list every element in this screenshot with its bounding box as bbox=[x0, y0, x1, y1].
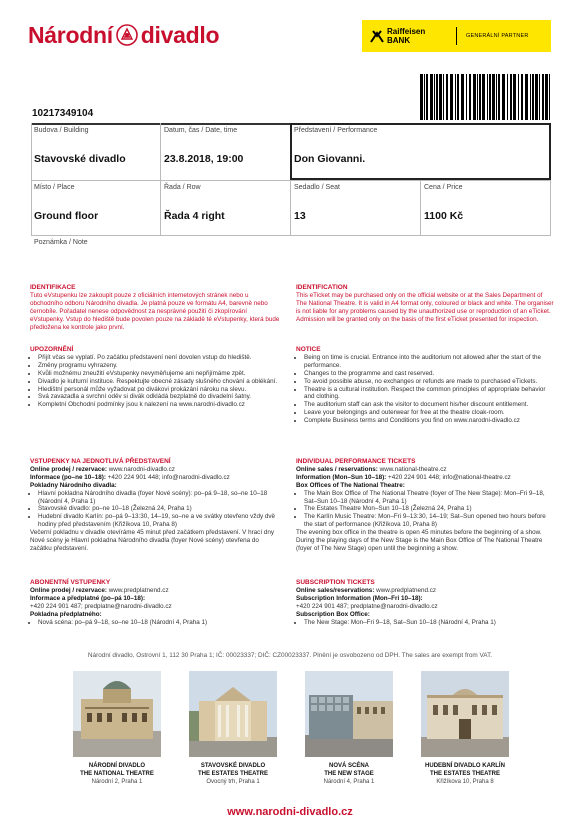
building-value: Stavovské divadlo bbox=[34, 153, 126, 165]
website-link[interactable]: www.narodni-divadlo.cz bbox=[227, 806, 353, 818]
sponsor-divider bbox=[456, 27, 457, 45]
individual-online-link[interactable]: www.national-theatre.cz bbox=[379, 465, 447, 473]
individual-title: INDIVIDUAL PERFORMANCE TICKETS bbox=[296, 458, 416, 465]
vstupenky-tail: Večerní pokladnu v divadle otevíráme 45 minut před začátkem představení. V hrací dny Nové scény je Hlavní pokladna Národního divadla (foyer Nové scény) otevřena do začátku představení. bbox=[30, 529, 274, 552]
subscription-list bbox=[296, 619, 554, 627]
building-cell bbox=[31, 123, 160, 180]
abonentni-list bbox=[30, 619, 280, 627]
brand-name-right: divadlo bbox=[140, 22, 220, 48]
brand-name-left: Národní bbox=[28, 22, 113, 48]
subscription-info-value: +420 224 901 487; predplatne@narodni-divadlo.cz bbox=[296, 602, 438, 610]
list-item: • Being on time is crucial. Entrance into the auditorium not allowed after the start of the performance. bbox=[304, 354, 554, 370]
ticket-number: 10217349104 bbox=[32, 108, 94, 119]
date-cell bbox=[161, 123, 290, 180]
identifikace-section bbox=[30, 284, 280, 331]
price-cell bbox=[421, 180, 550, 235]
list-item: • Nová scéna: po–pá 9–18, so–ne 10–18 (Národní 4, Praha 1) bbox=[38, 619, 280, 627]
list-item: • Hledištní personál může vyžadovat po divákovi prokázání nároku na slevu. bbox=[38, 386, 280, 394]
vstupenky-pokladny-label: Pokladny Národního divadla: bbox=[30, 481, 117, 489]
subscription-office-label: Subscription Box Office: bbox=[296, 610, 370, 618]
identification-section bbox=[296, 284, 554, 324]
list-item: • To avoid possible abuse, no exchanges or refunds are made to purchased eTickets. bbox=[304, 378, 554, 386]
upozorneni-section bbox=[30, 346, 280, 409]
price-label: Cena / Price bbox=[424, 184, 463, 191]
karlin-theatre-photo bbox=[421, 671, 509, 757]
venue-caption: STAVOVSKÉ DIVADLO THE ESTATES THEATRE Ovocný trh, Praha 1 bbox=[197, 763, 268, 785]
vstupenky-section bbox=[30, 458, 280, 553]
list-item: • Změny programu vyhrazeny. bbox=[38, 362, 280, 370]
identifikace-text: Tuto eVstupenku lze zakoupit pouze z oficiálních internetových stránek nebo u obchodního odboru Národního divadla. Je platná pouze ve formátu A4, barevně nebo černobíle. Pořadatel nenese odpovědnost za nesprávné použití či zkopírování eVstupenky. Vstup do hlediště bude povolen pouze na základě té eVstupenky, která bude předložena ke kontrole jako první. bbox=[30, 291, 280, 331]
vstupenky-info-value: +420 224 901 448; info@narodni-divadlo.cz bbox=[107, 473, 230, 481]
list-item: • The New Stage: Mon–Fri 9–18, Sat–Sun 10–18 (Národní 4, Praha 1) bbox=[304, 619, 554, 627]
vstupenky-online-link[interactable]: www.narodni-divadlo.cz bbox=[108, 465, 175, 473]
individual-online-label: Online sales / reservations: bbox=[296, 465, 378, 473]
individual-list bbox=[296, 490, 554, 530]
list-item: • Kompletní Obchodní podmínky jsou k nalezení na www.narodni-divadlo.cz bbox=[38, 401, 280, 409]
list-item: • The Estates Theatre Mon–Sun 10–18 (Železná 24, Praha 1) bbox=[304, 505, 554, 513]
list-item: • Leave your belongings and outerwear for free at the theatre cloak-room. bbox=[304, 409, 554, 417]
list-item: • Complete Business terms and Conditions you find on www.narodni-divadlo.cz bbox=[304, 417, 554, 425]
list-item: • Kvůli možnému zneužití eVstupenky nevyměňujeme ani nepřijímáme zpět. bbox=[38, 370, 280, 378]
place-value: Ground floor bbox=[34, 210, 99, 222]
vstupenky-info-label: Informace (po–ne 10–18): bbox=[30, 473, 106, 481]
new-stage-photo bbox=[305, 671, 393, 757]
list-item: • The auditorium staff can ask the visitor to document his/her discount entitlement. bbox=[304, 401, 554, 409]
list-item: • The Main Box Office of The National Theatre (foyer of The New Stage): Mon–Fri 9–18, Sat–Sun 10–18 (Národní 4, Praha 1) bbox=[304, 490, 554, 506]
individual-tail: The evening box office in the theatre is open 45 minutes before the beginning of a show. During the playing days of the New Stage is the Main Box Office of The National Theatre (foyer of The New Stage) open until the beginning a show. bbox=[296, 529, 543, 552]
sponsor-banner bbox=[362, 20, 551, 52]
date-value: 23.8.2018, 19:00 bbox=[164, 153, 244, 165]
subscription-online-link[interactable]: www.predplatnend.cz bbox=[376, 586, 437, 594]
individual-boxes-label: Box Offices of The National Theatre: bbox=[296, 481, 405, 489]
price-value: 1100 Kč bbox=[424, 210, 464, 222]
subscription-title: SUBSCRIPTION TICKETS bbox=[296, 579, 375, 586]
place-cell bbox=[31, 180, 160, 235]
company-info-line: Národní divadlo, Ostrovní 1, 112 30 Praha 1; IČ: 00023337; DIČ: CZ00023337. Plnění je osvobozeno od DPH. The sales are exempt from VAT. bbox=[87, 652, 493, 659]
list-item: • Theatre is a cultural institution. Respect the common principles of appropriate behavior and clothing. bbox=[304, 386, 554, 402]
list-item: • Přijít včas se vyplatí. Po začátku představení není dovolen vstup do hlediště. bbox=[38, 354, 280, 362]
list-item: • The Karlín Music Theatre: Mon–Fri 9–13:30, 14–19; Sat–Sun opened two hours before the start of performance (Křižíkova 10, Praha 8) bbox=[304, 513, 554, 529]
barcode bbox=[420, 74, 551, 120]
seat-cell bbox=[291, 180, 420, 235]
subscription-info-label: Subscription Information (Mon–Fri 10–18): bbox=[296, 594, 423, 602]
subscription-section bbox=[296, 579, 554, 626]
brand-logo bbox=[28, 22, 219, 49]
vstupenky-online-label: Online prodej / rezervace: bbox=[30, 465, 107, 473]
notice-title: NOTICE bbox=[296, 346, 321, 353]
vstupenky-title: VSTUPENKY NA JEDNOTLIVÁ PŘEDSTAVENÍ bbox=[30, 458, 171, 465]
crest-icon bbox=[116, 24, 138, 46]
sponsor-name: Raiffeisen BANK bbox=[387, 27, 426, 45]
abonentni-pokladna-label: Pokladna předplatného: bbox=[30, 610, 102, 618]
performance-cell bbox=[291, 123, 550, 180]
list-item: • Changes to the programme and cast reserved. bbox=[304, 370, 554, 378]
row-value: Řada 4 right bbox=[164, 210, 225, 222]
abonentni-info-label: Informace a předplatné (po–pá 10–18): bbox=[30, 594, 146, 602]
abonentni-section bbox=[30, 579, 280, 626]
abonentni-online-label: Online prodej / rezervace: bbox=[30, 586, 107, 594]
performance-label: Představení / Performance bbox=[294, 127, 378, 134]
estates-theatre-photo bbox=[189, 671, 277, 757]
notice-section bbox=[296, 346, 554, 425]
raiffeisen-gable-icon bbox=[370, 29, 384, 43]
list-item: • Hlavní pokladna Národního divadla (foyer Nové scény): po–pá 9–18, so–ne 10–18 (Národní 4, Praha 1) bbox=[38, 490, 280, 506]
subscription-online-label: Online sales/reservations: bbox=[296, 586, 375, 594]
individual-section bbox=[296, 458, 554, 553]
identifikace-title: IDENTIFIKACE bbox=[30, 284, 76, 291]
list-item: • Divadlo je kulturní instituce. Respektujte obecné zásady slušného chování a oblékání. bbox=[38, 378, 280, 386]
row-label: Řada / Row bbox=[164, 184, 201, 191]
vstupenky-list bbox=[30, 490, 280, 530]
individual-info-label: Information (Mon–Sun 10–18): bbox=[296, 473, 387, 481]
upozorneni-list bbox=[30, 354, 280, 409]
note-label: Poznámka / Note bbox=[34, 239, 88, 246]
abonentni-info-value: +420 224 901 487; predplatne@narodni-divadlo.cz bbox=[30, 602, 172, 610]
identification-title: IDENTIFICATION bbox=[296, 284, 348, 291]
venue-caption: NOVÁ SCÉNA THE NEW STAGE Národní 4, Praha 1 bbox=[323, 763, 375, 785]
performance-value: Don Giovanni. bbox=[294, 153, 366, 165]
individual-info-value: +420 224 901 448; info@national-theatre.cz bbox=[388, 473, 511, 481]
venue-caption: HUDEBNÍ DIVADLO KARLÍN THE ESTATES THEATRE Křižíkova 10, Praha 8 bbox=[425, 763, 505, 785]
abonentni-online-link[interactable]: www.predplatnend.cz bbox=[108, 586, 169, 594]
list-item: • Hudební divadlo Karlín: po–pá 9–13:30, 14–19, so–ne a ve svátky otevřeno vždy dvě hodiny před představením (Křižíkova 10, Praha 8) bbox=[38, 513, 280, 529]
upozorneni-title: UPOZORNĚNÍ bbox=[30, 346, 74, 353]
identification-text: This eTicket may be purchased only on the official website or at the Sales Department of The National Theatre. It is valid in A4 format only, coloured or black and white. The organiser is not liable for any problems caused by the unauthorized use or reproduction of an eTicket. Admission will be granted only on the basis of the first eTicket presented for inspection. bbox=[296, 291, 554, 323]
seat-label: Sedadlo / Seat bbox=[294, 184, 340, 191]
list-item: • Stavovské divadlo: po–ne 10–18 (Železná 24, Praha 1) bbox=[38, 505, 280, 513]
seat-value: 13 bbox=[294, 210, 306, 222]
date-label: Datum, čas / Date, time bbox=[164, 127, 238, 134]
notice-list bbox=[296, 354, 554, 425]
venue-caption: NÁRODNÍ DIVADLO THE NATIONAL THEATRE Národní 2, Praha 1 bbox=[80, 763, 154, 785]
abonentni-title: ABONENTNÍ VSTUPENKY bbox=[30, 579, 111, 586]
row-cell bbox=[161, 180, 290, 235]
national-theatre-photo bbox=[73, 671, 161, 757]
building-label: Budova / Building bbox=[34, 127, 89, 134]
list-item: • Svá zavazadla a svrchní oděv si divák odkládá bezplatně do divadelní šatny. bbox=[38, 393, 280, 401]
place-label: Místo / Place bbox=[34, 184, 75, 191]
sponsor-role: GENERÁLNÍ PARTNER bbox=[466, 33, 529, 39]
